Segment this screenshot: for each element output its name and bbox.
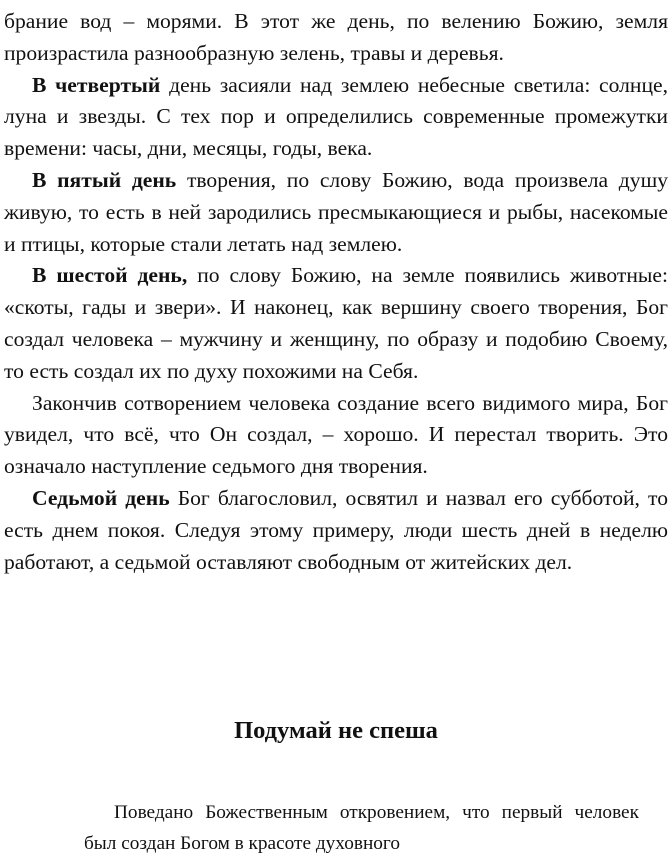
section-intro-block (84, 798, 639, 859)
paragraph-text: творения, по слову Божию, вода произвела душу живую, то есть в ней зародились пресмыкающиеся и рыбы, насекомые и птицы, которые стали летать над землею. (4, 167, 668, 256)
paragraph-text: день засияли над землею небесные светила: солнце, луна и звезды. С тех пор и определились современные промежутки времени: часы, дни, месяцы, годы, века. (4, 72, 668, 161)
paragraph-lead: В четвертый (32, 72, 161, 97)
paragraph-seventh-day (4, 483, 668, 578)
paragraph-text: Бог благословил, освятил и назвал его субботой, то есть днем покоя. Следуя этому примеру, люди шесть дней в неделю работают, а седьмой оставляют свободным от житейских дел. (4, 485, 668, 574)
section-title: Подумай не спеша (234, 717, 438, 744)
section-intro-paragraph: Поведано Божественным откровением, что первый человек был создан Богом в красоте духовного (84, 802, 639, 854)
paragraph-lead: Седьмой день (32, 485, 170, 510)
paragraph-fifth-day (4, 165, 668, 260)
paragraph-lead: В шестой день, (32, 263, 188, 288)
paragraph-sixth-day (4, 260, 668, 387)
paragraph-third-day-end: брание вод – морями. В этот же день, по велению Божию, земля произрастила разнообразную зелень, травы и деревья. (4, 9, 668, 65)
main-text-block (4, 6, 668, 578)
paragraph-text: по слову Божию, на земле появились животные: «скоты, гады и звери». И наконец, как вершину своего творения, Бог создал человека – мужчину и женщину, по образу и подобию Своему, то есть создал их по духу похожими на Себя. (4, 263, 668, 383)
paragraph-lead: В пятый день (32, 167, 177, 192)
paragraph-fourth-day (4, 70, 668, 165)
paragraph-creation-complete: Закончив сотворением человека создание всего видимого мира, Бог увидел, что всё, что Он создал, – хорошо. И перестал творить. Это означало наступление седьмого дня творения. (4, 390, 668, 479)
